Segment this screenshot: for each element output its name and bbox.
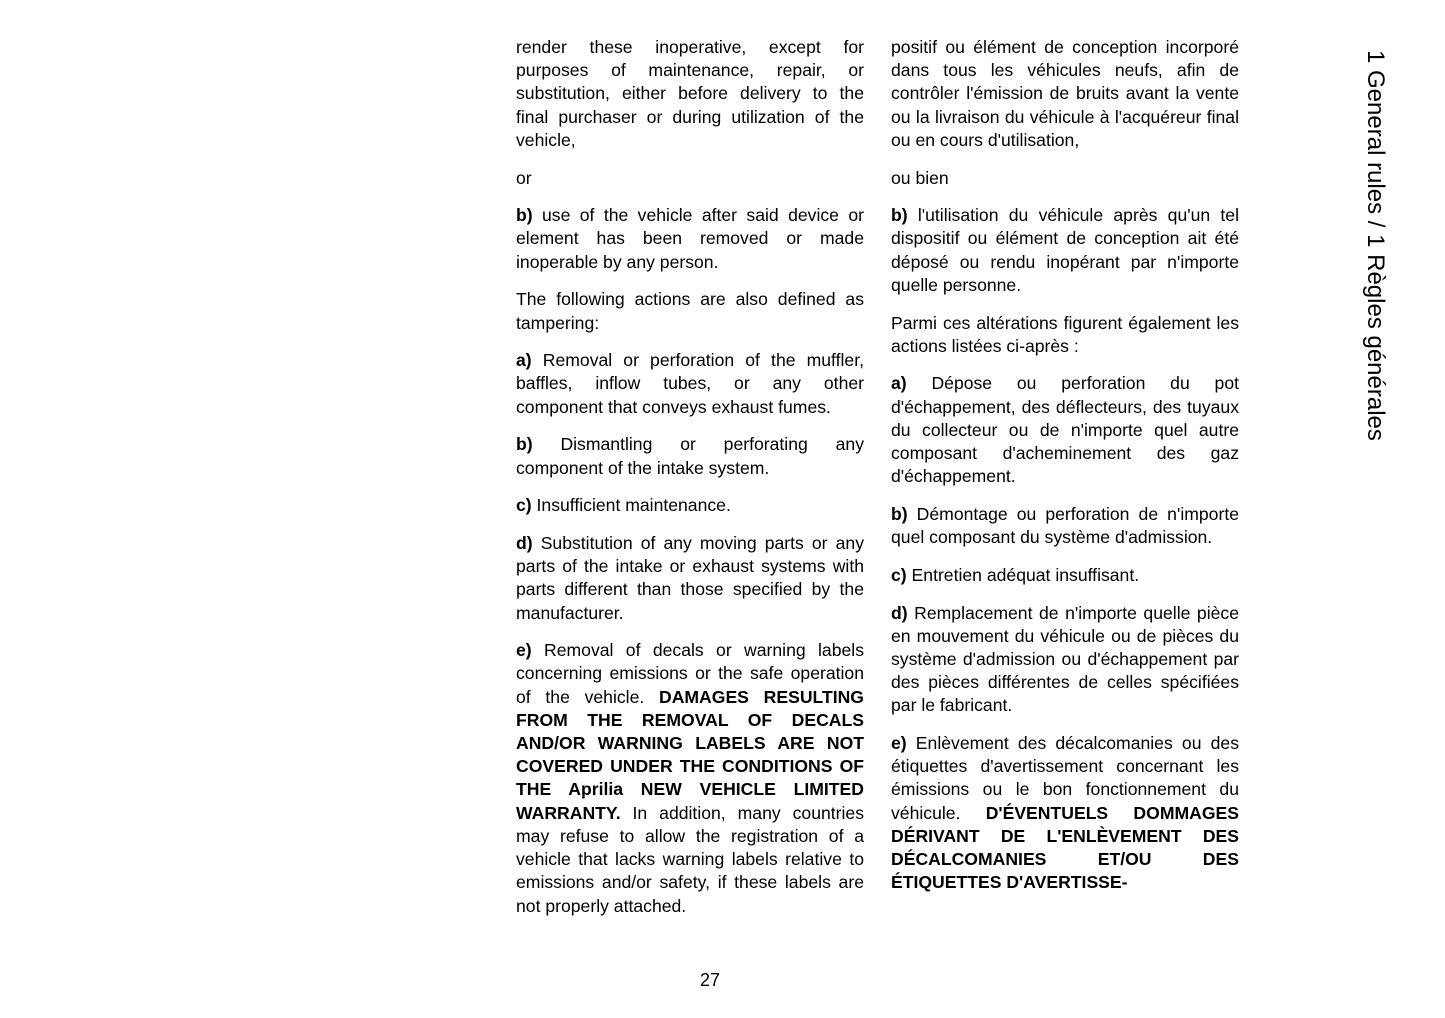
en-item-d-label: d) <box>516 532 533 553</box>
en-paragraph-tampering: The following actions are also defined as tampering: <box>516 289 864 333</box>
fr-item-c-label: c) <box>891 564 907 585</box>
fr-item-b-text: Démontage ou perforation de n'importe quel composant du système d'admission. <box>891 503 1239 548</box>
en-paragraph-intro: render these inoperative, except for purposes of maintenance, repair, or substitution, either before delivery to the final purchaser or during utilization of the vehicle, <box>516 37 864 150</box>
fr-item-e-warning: D'ÉVENTUELS DOMMAGES DÉRIVANT DE L'ENLÈVEMENT DES DÉCALCOMANIES ET/OU DES ÉTIQUETTES D'AVERTISSE- <box>891 802 1239 893</box>
en-label-b: b) <box>516 205 533 226</box>
french-column <box>891 36 1239 909</box>
fr-item-e-text: Enlèvement des décalcomanies ou des étiquettes d'avertissement concernant les émissions ou le bon fonctionnement du véhicule. <box>891 733 1239 823</box>
fr-item-e-label: e) <box>891 733 907 754</box>
en-item-b-label: b) <box>516 434 533 455</box>
en-item-a <box>516 349 864 419</box>
en-item-b <box>516 433 864 479</box>
en-item-d-text: Substitution of any moving parts or any parts of the intake or exhaust systems with parts different than those specified by the manufacturer. <box>516 532 864 623</box>
fr-item-d-text: Remplacement de n'importe quelle pièce en mouvement du véhicule ou de pièces du système d'admission ou d'échappement par des pièces différentes de celles spécifiées par le fabricant. <box>891 602 1239 716</box>
en-item-c-text: Insufficient maintenance. <box>531 495 731 516</box>
en-item-b-text: Dismantling or perforating any component of the intake system. <box>516 434 864 478</box>
en-item-e-label: e) <box>516 640 532 661</box>
en-item-e-tail: In addition, many countries may refuse to allow the registration of a vehicle that lacks warning labels relative to emissions and/or safety, if these labels are not properly attached. <box>516 802 864 916</box>
en-item-e-text: Removal of decals or warning labels concerning emissions or the safe operation of the vehicle. <box>516 640 864 707</box>
fr-label-b: b) <box>891 205 908 226</box>
en-item-e-warning: DAMAGES RESULTING FROM THE REMOVAL OF DECALS AND/OR WARNING LABELS ARE NOT COVERED UNDER THE CONDITIONS OF THE Aprilia NEW VEHICLE LIMITED WARRANTY. <box>516 686 864 823</box>
en-item-d <box>516 532 864 625</box>
fr-item-b-label: b) <box>891 503 908 524</box>
en-paragraph-or: or <box>516 167 532 188</box>
fr-item-c-text: Entretien adéquat insuffisant. <box>906 564 1140 585</box>
fr-item-c <box>891 564 1239 587</box>
fr-item-a-label: a) <box>891 373 907 394</box>
fr-text-b: l'utilisation du véhicule après qu'un tel dispositif ou élément de conception ait été déposé ou rendu inopérant par n'importe quelle personne. <box>891 205 1239 295</box>
fr-item-a <box>891 372 1239 488</box>
fr-item-a-text: Dépose ou perforation du pot d'échappement, des déflecteurs, des tuyaux du collecteur ou de n'importe quel autre composant d'acheminement des gaz d'échappement. <box>891 373 1239 487</box>
fr-paragraph-or: ou bien <box>891 167 949 188</box>
fr-paragraph-b <box>891 204 1239 297</box>
fr-item-e <box>891 732 1239 894</box>
en-item-c <box>516 494 864 517</box>
fr-paragraph-intro: positif ou élément de conception incorporé dans tous les véhicules neufs, afin de contrôler l'émission de bruits avant la vente ou la livraison du véhicule à l'acquéreur final ou en cours d'utilisation, <box>891 37 1239 150</box>
en-item-e <box>516 639 864 917</box>
fr-item-d-label: d) <box>891 602 908 623</box>
fr-paragraph-tampering: Parmi ces altérations figurent également les actions listées ci-après : <box>891 312 1239 356</box>
en-item-c-label: c) <box>516 495 532 516</box>
english-column <box>516 36 864 932</box>
en-paragraph-b <box>516 204 864 274</box>
side-section-title: 1 General rules / 1 Règles générales <box>1362 50 1389 441</box>
en-item-a-text: Removal or perforation of the muffler, baffles, inflow tubes, or any other component that conveys exhaust fumes. <box>516 350 864 417</box>
en-item-a-label: a) <box>516 350 532 371</box>
fr-item-b <box>891 503 1239 549</box>
fr-item-d <box>891 602 1239 718</box>
en-text-b: use of the vehicle after said device or element has been removed or made inoperable by any person. <box>516 205 864 272</box>
page-number: 27 <box>699 970 721 990</box>
